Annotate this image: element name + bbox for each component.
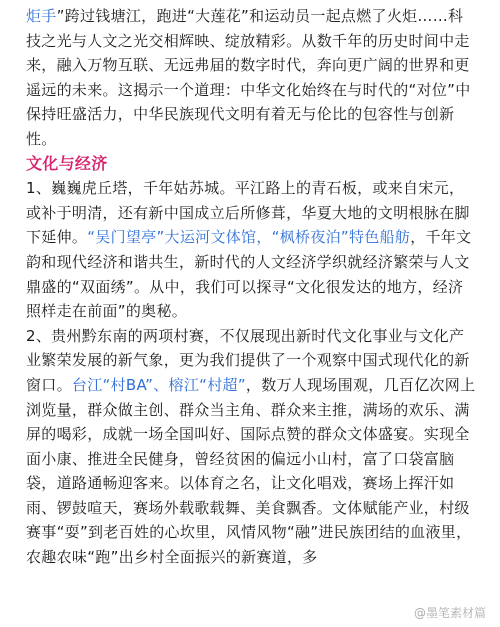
paragraph-1-text-a: 1、巍巍虎丘塔，千年姑苏城。平江路上的青石板，或来自宋元，或补于明清，还有新中国成立后所修葺，华夏大地的文明根脉在脚下延伸。 xyxy=(26,179,470,247)
watermark: @墨笔素材篇 xyxy=(413,606,486,620)
paragraph-2-highlight: 台江“村BA”、榕江“村超” xyxy=(71,375,246,394)
paragraph-2-text-b: ，数万人现场围观，几百亿次网上浏览量，群众做主创、群众当主角、群众来主推，满场的欢乐、满屏的喝彩，成就一场全国叫好、国际点赞的群众文体盛宴。实现全面小康、推进全民健身，曾经贫困的偏远小山村，富了口袋富脑袋，道路通畅迎客来。以体育之名，让文化唱戏，赛场上挥汗如雨、锣鼓喧天，赛场外载歌载舞、美食飘香。文体赋能产业，村级赛事“耍”到老百姓的心坎里，风情风物“融”进民族团结的血液里，农趣农味“跑”出乡村全面振兴的新赛道，多 xyxy=(26,375,476,567)
intro-text: ”跨过钱塘江，跑进“大莲花”和运动员一起点燃了火炬……科技之光与人文之光交相辉映、绽放精彩。从数千年的历史时间中走来，融入万物互联、无远弗届的数字时代，奔向更广阔的世界和更遥远的未来。这揭示一个道理：中华文化始终在与时代的“对位”中保持旺盛活力，中华民族现代文明有着无与伦比的包容性与创新性。 xyxy=(26,7,471,148)
intro-paragraph xyxy=(26,4,476,152)
intro-highlight: 炬手 xyxy=(26,7,57,25)
section-heading: 文化与经济 xyxy=(26,153,108,173)
paragraph-1-text-b: ，千年文韵和现代经济和谐共生，新时代的人文经济学织就经济繁荣与人文鼎盛的“双面绣”。从中，我们可以探寻“文化很发达的地方，经济照样走在前面”的奥秘。 xyxy=(26,228,472,321)
paragraph-2 xyxy=(26,324,476,570)
paragraph-2-text-a: 2、贵州黔东南的两项村赛，不仅展现出新时代文化事业与文化产业繁荣发展的新气象，更为我们提供了一个观察中国式现代化的新窗口。 xyxy=(26,326,470,394)
paragraph-1 xyxy=(26,176,476,324)
paragraph-1-highlight: “吴门望亭”大运河文体馆，“枫桥夜泊”特色船舫 xyxy=(87,228,411,247)
